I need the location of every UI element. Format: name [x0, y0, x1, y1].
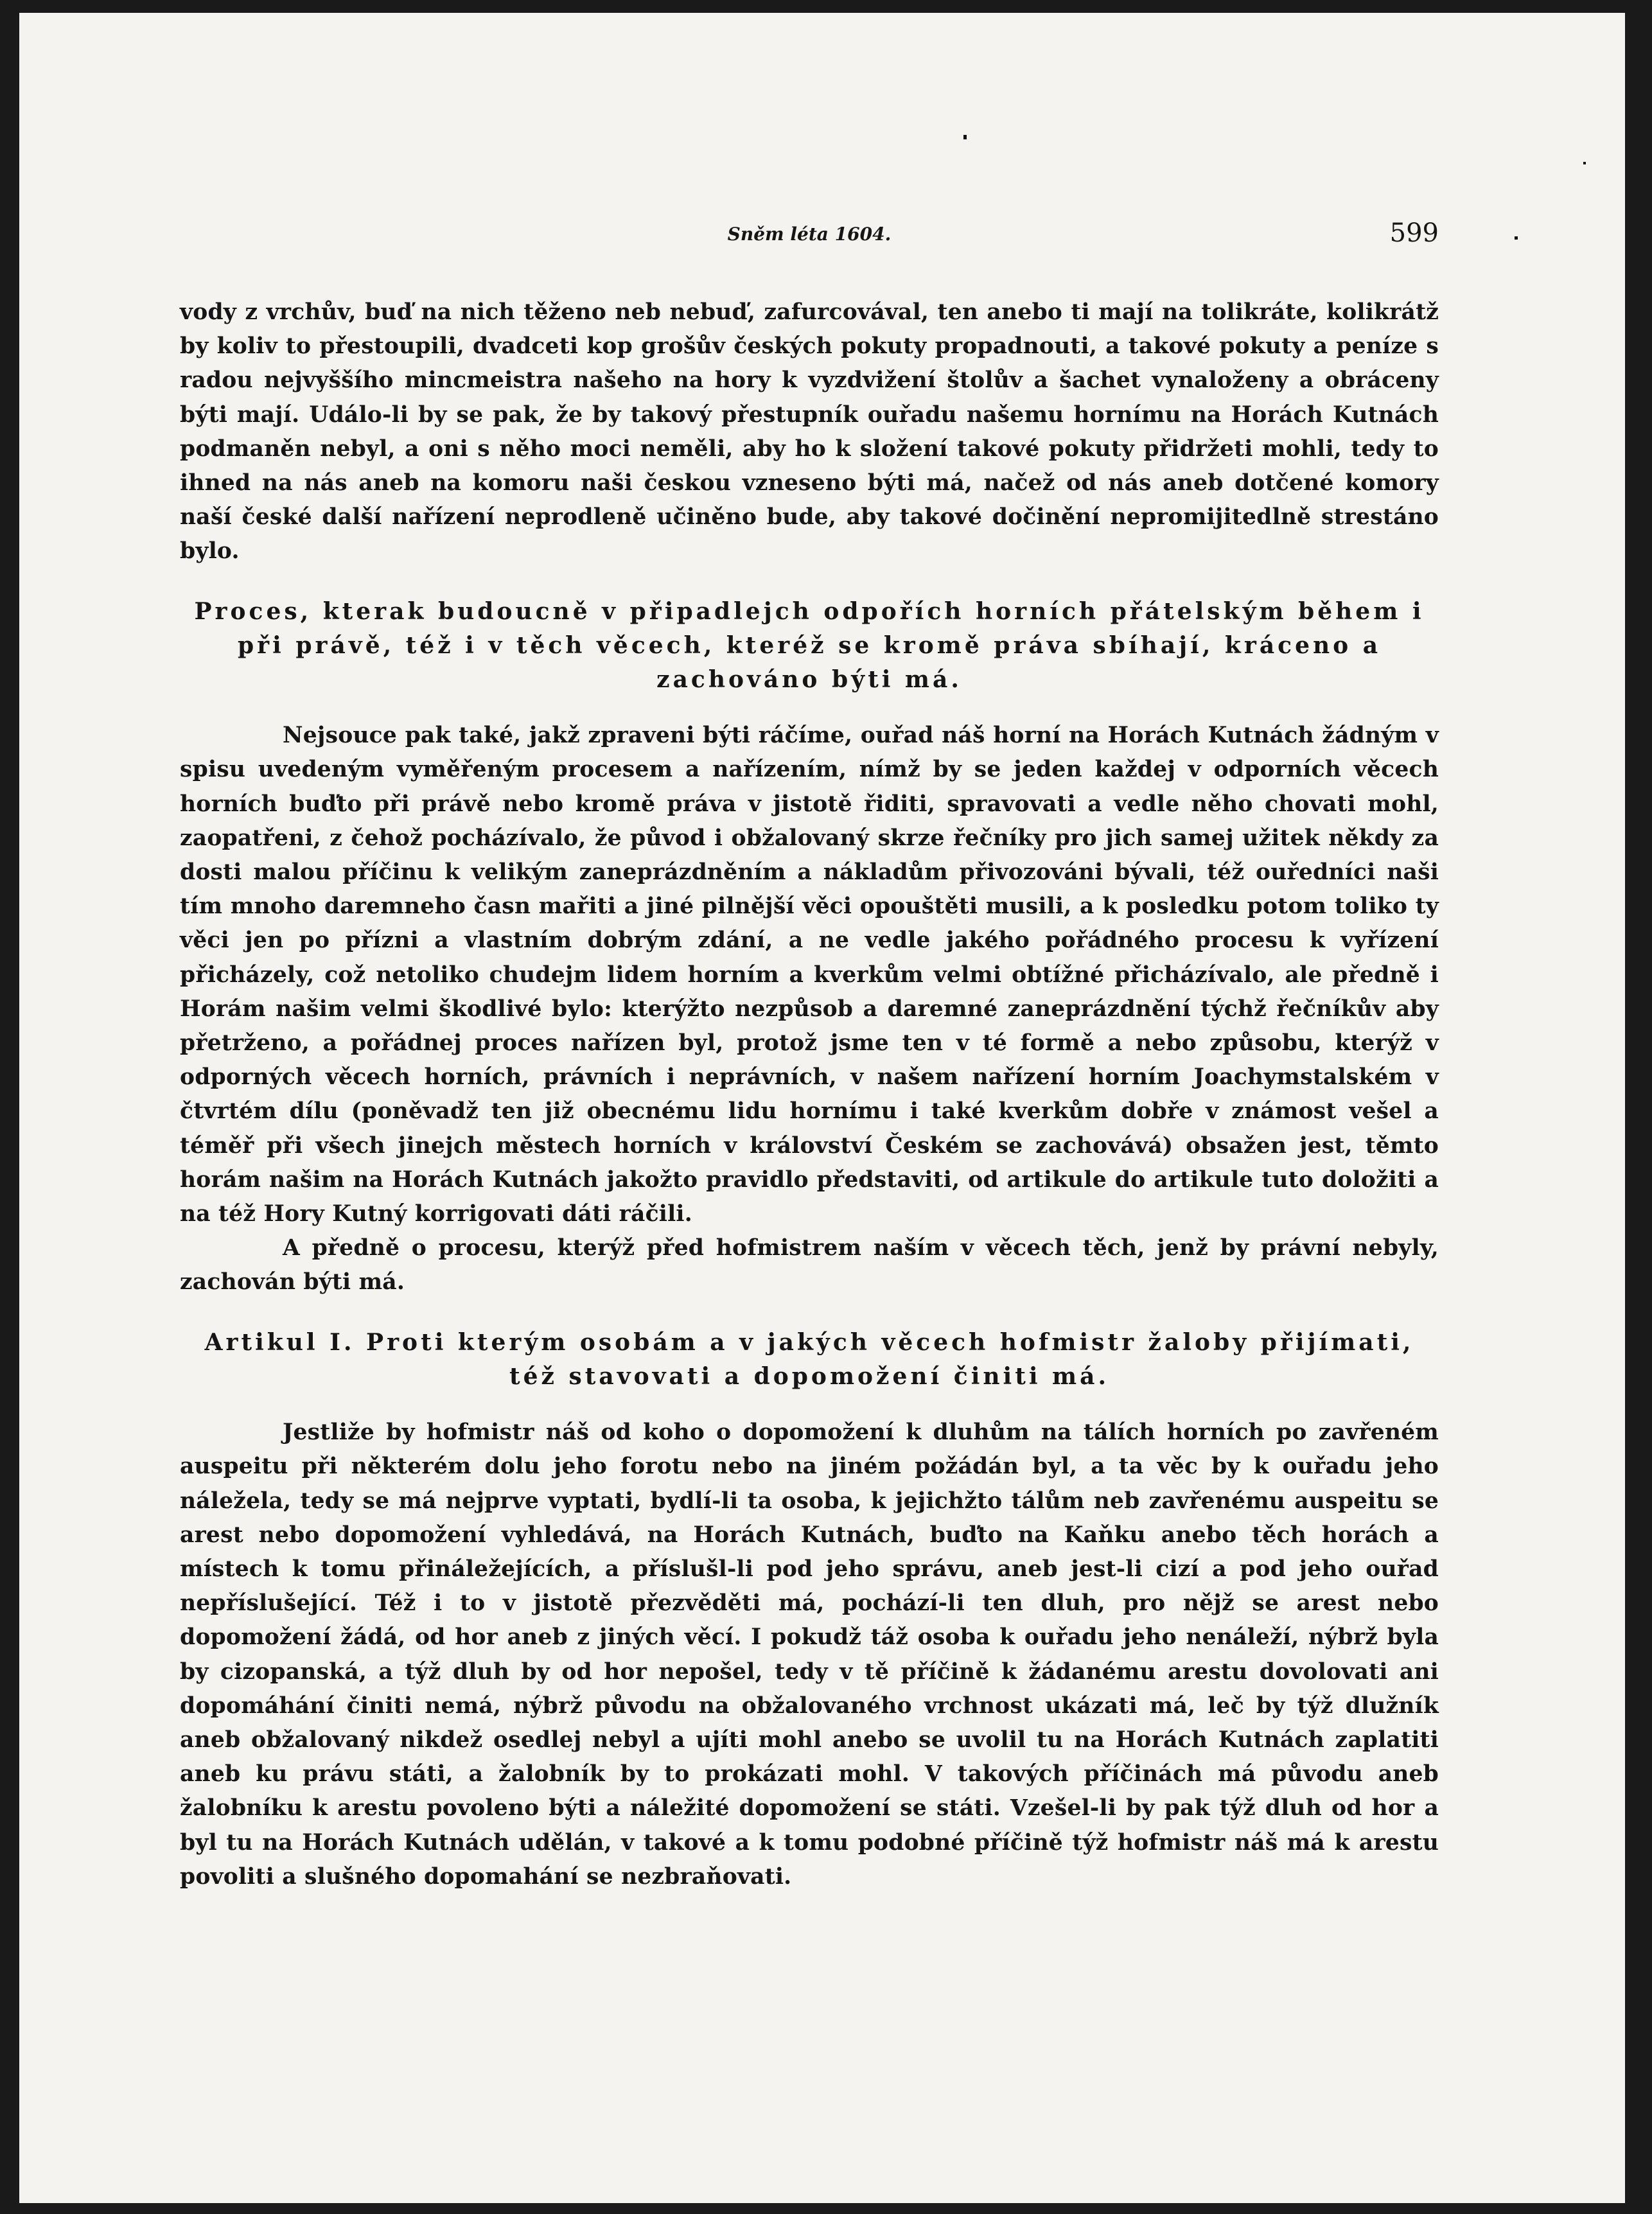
page-number: 599: [1389, 218, 1439, 248]
body-text: [180, 295, 1439, 1894]
scanned-page: [19, 13, 1625, 2203]
section-heading-artikul-1: Artikul I. Proti kterým osobám a v jakých věcech hofmistr žaloby přijímati, též stavovati a dopomožení činiti má.: [204, 1328, 1414, 1390]
paragraph-2: Nejsouce pak také, jakž zpraveni býti ráčíme, ouřad náš horní na Horách Kutnách žádným v spisu uvedeným vyměřeným procesem a nařízením, nímž by se jeden každej v odporních věcech horních buďto při právě nebo kromě práva v jistotě řiditi, spravovati a vedle něho chovati mohl, zaopatřeni, z čehož pocházívalo, že původ i obžalovaný skrze řečníky pro jich samej užitek někdy za dosti malou příčinu k velikým zaneprázdněním a nákladům přivozováni bývali, též ouředníci naši tím mnoho daremneho časn mařiti a jiné pilnější věci opouštěti musili, a k posledku potom toliko ty věci jen po přízni a vlastním dobrým zdání, a ne vedle jakého pořádného procesu k vyřízení přicházely, což netoliko chudejm lidem horním a kverkům velmi obtížné přicházívalo, ale předně i Horám našim velmi škodlivé bylo: kterýžto nezpůsob a daremné zaneprázdnění týchž řečníkův aby přetrženo, a pořádnej proces nařízen byl, protož jsme ten v té formě a nebo způsobu, kterýž v odporných věcech horních, právních i neprávních, v našem nařízení horním Joachymstalském v čtvrtém dílu (poněvadž ten již obecnému lidu hornímu i také kverkům dobře v známost vešel a téměř při všech jinejch městech horních v království Českém se zachovává) obsažen jest, těmto horám našim na Horách Kutnách jakožto pravidlo představiti, od artikule do artikule tuto doložiti a na též Hory Kutný korrigovati dáti ráčili.: [180, 723, 1439, 1227]
paragraph-4: Jestliže by hofmistr náš od koho o dopomožení k dluhům na tálích horních po zavřeném auspeitu při některém dolu jeho forotu nebo na jiném požádán byl, a ta věc by k ouřadu jeho náležela, tedy se má nejprve vyptati, bydlí-li ta osoba, k jejichžto tálům neb zavřenému auspeitu se arest nebo dopomožení vyhledává, na Horách Kutnách, buďto na Kaňku anebo těch horách a místech k tomu přináležejících, a příslušl-li pod jeho správu, aneb jest-li cizí a pod jeho ouřad nepříslušející. Též i to v jistotě přezvěděti má, pochází-li ten dluh, pro nějž se arest nebo dopomožení žádá, od hor aneb z jiných věcí. I pokudž táž osoba k ouřadu jeho nenáleží, nýbrž byla by cizopanská, a týž dluh by od hor nepošel, tedy v tě příčině k žádanému arestu dovolovati ani dopomáhání činiti nemá, nýbrž původu na obžalovaného vrchnost ukázati má, leč by týž dlužník aneb obžalovaný nikdež osedlej nebyl a ujíti mohl anebo se uvolil tu na Horách Kutnách zaplatiti aneb ku právu státi, a žalobník by to prokázati mohl. V takových příčinách má původu aneb žalobníku k arestu povoleno býti a náležité dopomožení se státi. Vzešel-li by pak týž dluh od hor a byl tu na Horách Kutnách udělán, v takové a k tomu podobné příčině týž hofmistr náš má k arestu povoliti a slušného dopomahání se nezbraňovati.: [180, 1419, 1439, 1890]
paragraph-3: A předně o procesu, kterýž před hofmistrem naším v věcech těch, jenž by právní nebyly, zachován býti má.: [180, 1235, 1439, 1296]
paragraph-1: vody z vrchův, buď na nich těženo neb nebuď, zafurcovával, ten anebo ti mají na tolikráte, kolikrátž by koliv to přestoupili, dvadceti kop grošův českých pokuty propadnouti, a takové pokuty a peníze s radou nejvyššího mincmeistra našeho na hory k vyzdvižení štolův a šachet vynaloženy a obráceny býti mají. Událo-li by se pak, že by takový přestupník ouřadu našemu hornímu na Horách Kutnách podmaněn nebyl, a oni s něho moci neměli, aby ho k složení takové pokuty přidržeti mohli, tedy to ihned na nás aneb na komoru naši českou vzneseno býti má, načež od nás aneb dotčené komory naší české další nařízení neprodleně učiněno bude, aby takové dočinění nepromijitedlně strestáno bylo.: [180, 299, 1439, 565]
running-head: Sněm léta 1604.: [727, 224, 892, 245]
scan-speck: [1515, 236, 1518, 240]
scan-speck: [963, 135, 967, 139]
page-header: [180, 218, 1439, 262]
scan-speck: [1583, 162, 1586, 164]
section-heading-proces: Proces, kterak budoucně v připadlejch odpořích horních přátelským během i při právě, též i v těch věcech, kteréž se kromě práva sbíhají, kráceno a zachováno býti má.: [194, 597, 1425, 694]
